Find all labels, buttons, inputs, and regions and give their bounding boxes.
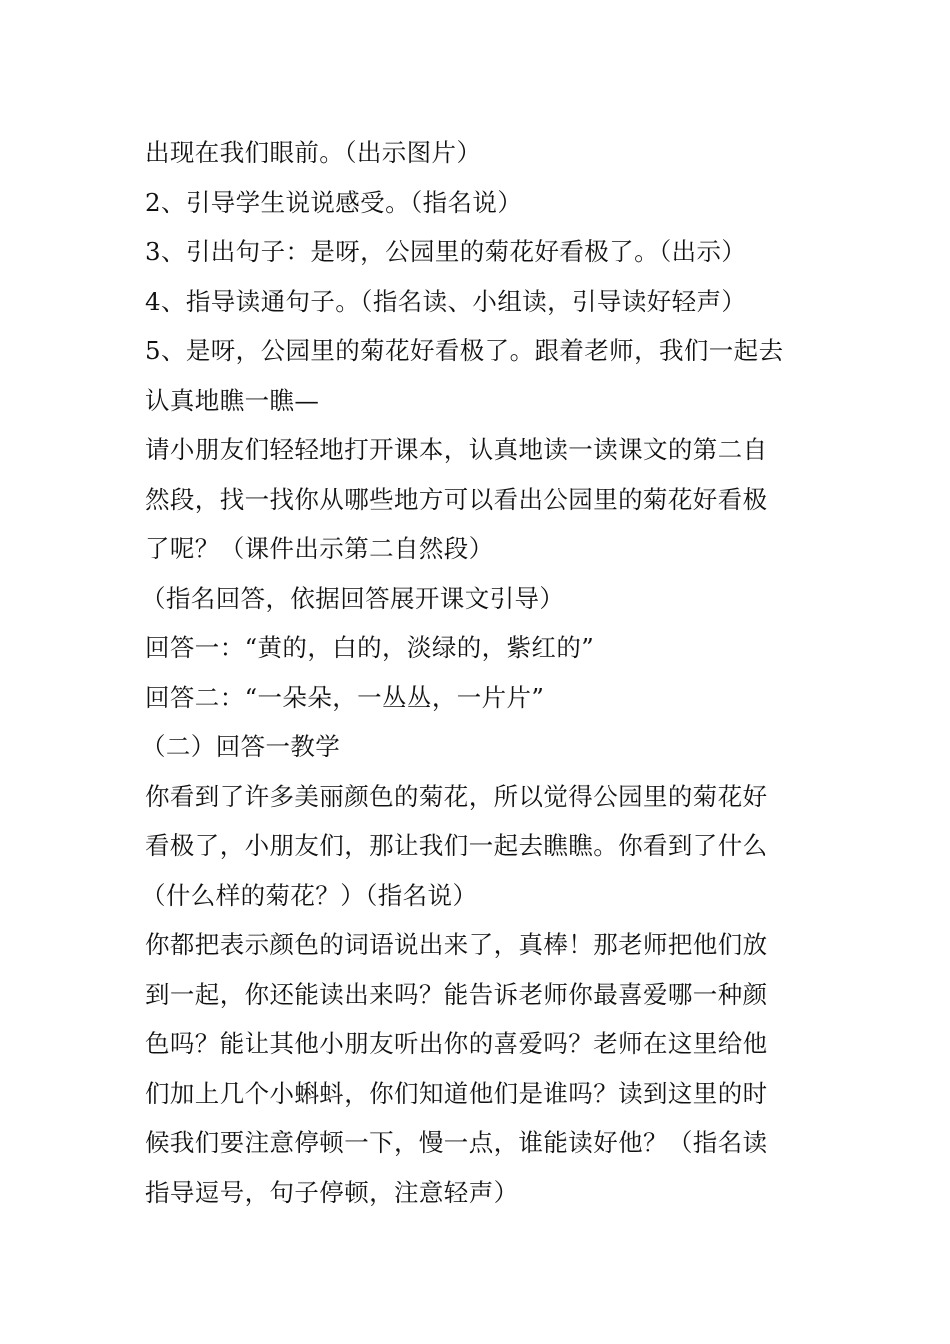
text-line: 4、指导读通句子。（指名读、小组读，引导读好轻声） bbox=[145, 286, 747, 316]
text-line: 你都把表示颜色的词语说出来了，真棒！那老师把他们放 bbox=[145, 930, 768, 959]
text-line: （指名回答，依据回答展开课文引导） bbox=[141, 583, 565, 613]
text-line: 们加上几个小蝌蚪，你们知道他们是谁吗？读到这里的时 bbox=[145, 1078, 768, 1108]
text-line: 回答二：“一朵朵，一丛丛，一片片” bbox=[145, 682, 545, 712]
section-heading: （二）回答一教学 bbox=[141, 732, 341, 761]
text-line: 到一起，你还能读出来吗？能告诉老师你最喜爱哪一种颜 bbox=[145, 979, 768, 1009]
text-line: 你看到了许多美丽颜色的菊花，所以觉得公园里的菊花好 bbox=[145, 781, 768, 811]
document-body bbox=[141, 128, 815, 1217]
text-line: 3、引出句子：是呀，公园里的菊花好看极了。（出示） bbox=[145, 237, 747, 266]
text-line: 5、是呀，公园里的菊花好看极了。跟着老师，我们一起去 bbox=[145, 336, 784, 365]
text-line: 2、引导学生说说感受。（指名说） bbox=[145, 187, 523, 217]
text-line: 指导逗号，句子停顿，注意轻声） bbox=[145, 1177, 519, 1207]
text-line: 回答一：“黄的，白的，淡绿的，紫红的” bbox=[145, 633, 595, 662]
text-line: 然段，找一找你从哪些地方可以看出公园里的菊花好看极 bbox=[145, 484, 768, 514]
text-line: 认真地瞧一瞧— bbox=[145, 385, 320, 415]
text-line: 看极了，小朋友们，那让我们一起去瞧瞧。你看到了什么 bbox=[145, 831, 768, 860]
text-line: 候我们要注意停顿一下，慢一点，谁能读好他？（指名读 bbox=[145, 1128, 768, 1157]
text-line: （什么样的菊花？）（指名说） bbox=[141, 880, 478, 910]
text-line: 请小朋友们轻轻地打开课本，认真地读一读课文的第二自 bbox=[145, 435, 768, 464]
text-line: 出现在我们眼前。（出示图片） bbox=[145, 138, 482, 167]
text-line: 色吗？能让其他小朋友听出你的喜爱吗？老师在这里给他 bbox=[145, 1029, 768, 1058]
text-line: 了呢？（课件出示第二自然段） bbox=[145, 534, 494, 563]
